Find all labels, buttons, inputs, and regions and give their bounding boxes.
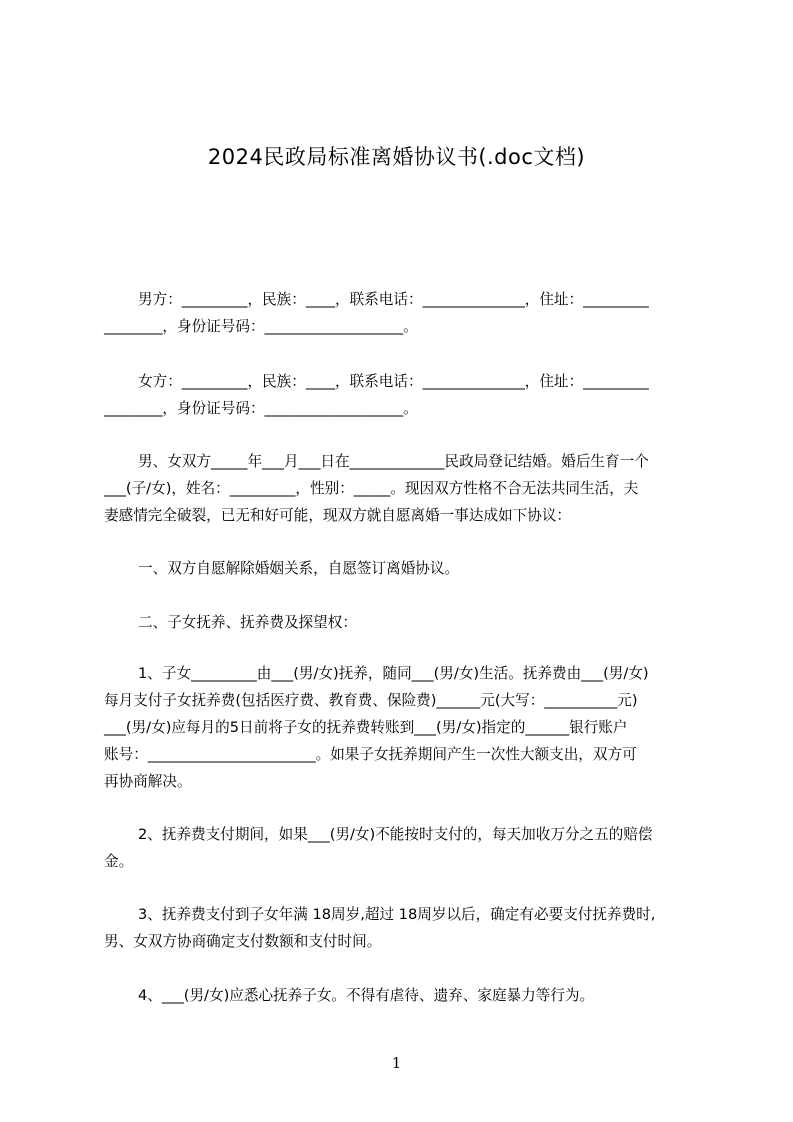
female-info-line-2: ________，身份证号码：___________________。 [104,400,418,417]
item-1-line-3: ___(男/女)应每月的5日前将子女的抚养费转账到___(男/女)指定的______银行账户 [104,719,628,736]
female-info-line-1: 女方：_________，民族：____，联系电话：______________，住址：_________ [138,373,649,390]
item-1-line-5: 再协商解决。 [104,773,192,790]
clause-one: 一、双方自愿解除婚姻关系，自愿签订离婚协议。 [138,560,460,577]
item-3-line-1: 3、抚养费支付到子女年满 18周岁,超过 18周岁以后，确定有必要支付抚养费时, [138,906,656,923]
male-info-line-1: 男方：_________，民族：____，联系电话：______________，住址：_________ [138,291,649,308]
clause-two-heading: 二、子女抚养、抚养费及探望权： [138,614,357,631]
item-3-line-2: 男、女双方协商确定支付数额和支付时间。 [104,933,382,950]
item-2-line-2: 金。 [104,853,134,870]
item-4-line-1: 4、___(男/女)应悉心抚养子女。不得有虐待、遗弃、家庭暴力等行为。 [138,987,595,1004]
male-info-line-2: ________，身份证号码：___________________。 [104,318,418,335]
marriage-para-line-3: 妻感情完全破裂，已无和好可能，现双方就自愿离婚一事达成如下协议： [104,507,572,524]
item-2-line-1: 2、抚养费支付期间，如果___(男/女)不能按时支付的，每天加收万分之五的赔偿 [138,826,653,843]
marriage-para-line-1: 男、女双方_____年___月___日在_____________民政局登记结婚。婚后生育一个 [138,453,649,470]
page-number: 1 [391,1054,402,1072]
item-1-line-2: 每月支付子女抚养费(包括医疗费、教育费、保险费)______元(大写：__________元) [104,692,638,709]
item-1-line-1: 1、子女_________由___(男/女)抚养，随同___(男/女)生活。抚养费由___(男/女) [138,665,649,682]
marriage-para-line-2: ___(子/女)，姓名：_________，性别：_____。现因双方性格不合无法共同生活，夫 [104,480,639,497]
item-1-line-4: 账号：_______________________。如果子女抚养期间产生一次性大额支出，双方可 [104,746,637,763]
document-title: 2024民政局标准离婚协议书(.doc文档) [207,145,586,169]
